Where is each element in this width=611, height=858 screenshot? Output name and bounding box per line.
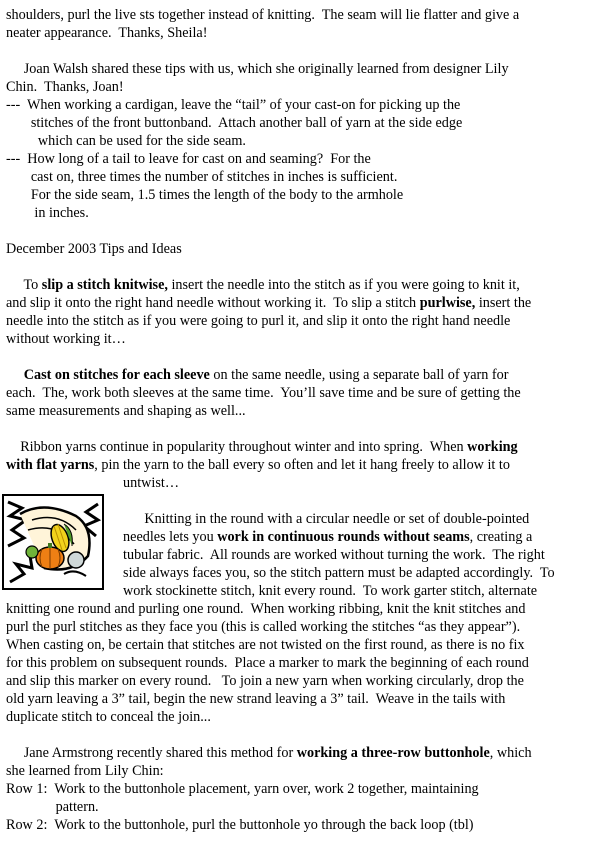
text-run: neater appearance. Thanks, Sheila! <box>6 25 208 41</box>
text-run: tubular fabric. All rounds are worked without turning the work. The right <box>6 547 545 563</box>
text-run: untwist… <box>6 475 180 491</box>
paragraph-line <box>6 672 524 690</box>
paragraph-line <box>6 564 555 582</box>
text-run: knitting one round and purling one round. When working ribbing, knit the knit stitches and <box>6 601 526 617</box>
text-run: purl the purl stitches as they face you (this is called working the stitches “as they appear”). <box>6 619 521 635</box>
bold-phrase: slip a stitch knitwise, <box>41 277 168 293</box>
paragraph-line <box>6 24 207 42</box>
paragraph-line <box>6 744 532 762</box>
text-run: --- How long of a tail to leave for cast on and seaming? For the <box>6 151 371 167</box>
list-item-line <box>6 96 460 114</box>
text-run <box>6 367 24 383</box>
text-run: When casting on, be certain that stitches are not twisted on the first round, as there is no fix <box>6 637 525 653</box>
paragraph-line <box>6 438 518 456</box>
paragraph-line <box>6 600 525 618</box>
text-run: old yarn leaving a 3” tail, begin the new strand leaving a 3” tail. Weave in the tails with <box>6 691 506 707</box>
text-run: stitches of the front buttonband. Attach another ball of yarn at the side edge <box>6 115 463 131</box>
text-run: on the same needle, using a separate ball of yarn for <box>209 367 509 383</box>
paragraph-line <box>6 708 211 726</box>
paragraph-line <box>6 528 532 546</box>
paragraph-line <box>6 456 510 474</box>
paragraph-line <box>6 330 126 348</box>
text-run: each. The, work both sleeves at the same time. You’ll save time and be sure of getting the <box>6 385 521 401</box>
text-run: work stockinette stitch, knit every round. To work garter stitch, alternate <box>6 583 538 599</box>
bold-phrase: work in continuous rounds without seams <box>217 529 470 545</box>
paragraph-line <box>6 510 529 528</box>
paragraph-line <box>6 474 179 492</box>
text-run: pattern. <box>6 799 99 815</box>
text-run: and slip it onto the right hand needle without working it. To slip a stitch <box>6 295 420 311</box>
list-item-line <box>6 114 462 132</box>
text-run: which can be used for the side seam. <box>6 133 246 149</box>
text-run: for this problem on subsequent rounds. Place a marker to mark the beginning of each round <box>6 655 529 671</box>
list-item-line <box>6 132 246 150</box>
list-item-line <box>6 204 89 222</box>
paragraph-line <box>6 618 520 636</box>
paragraph-line <box>6 294 531 312</box>
text-run: cast on, three times the number of stitches in inches is sufficient. <box>6 169 398 185</box>
text-run: Row 1: Work to the buttonhole placement, yarn over, work 2 together, maintaining <box>6 781 479 797</box>
paragraph-line <box>6 276 520 294</box>
bold-phrase: working a three-row buttonhole <box>296 745 490 761</box>
paragraph-line <box>6 384 521 402</box>
text-run: without working it… <box>6 331 126 347</box>
text-run: duplicate stitch to conceal the join... <box>6 709 211 725</box>
bold-phrase: Cast on stitches for each sleeve <box>23 367 210 383</box>
text-run: insert the <box>475 295 532 311</box>
bold-phrase: with flat yarns <box>6 457 95 473</box>
paragraph-line <box>6 636 525 654</box>
text-run: For the side seam, 1.5 times the length of the body to the armhole <box>6 187 404 203</box>
paragraph-line <box>6 60 509 78</box>
instruction-row <box>6 780 479 798</box>
list-item-line <box>6 186 403 204</box>
text-run: insert the needle into the stitch as if you were going to knit it, <box>167 277 520 293</box>
text-run: same measurements and shaping as well... <box>6 403 246 419</box>
text-run: shoulders, purl the live sts together instead of knitting. The seam will lie flatter and give a <box>6 7 520 23</box>
paragraph-line <box>6 582 537 600</box>
paragraph-line <box>6 546 545 564</box>
text-run: To <box>6 277 42 293</box>
instruction-row <box>6 816 474 834</box>
text-run: Chin. Thanks, Joan! <box>6 79 124 95</box>
paragraph-line <box>6 762 164 780</box>
paragraph-line <box>6 690 505 708</box>
paragraph-line <box>6 312 510 330</box>
text-run: Row 2: Work to the buttonhole, purl the buttonhole yo through the back loop (tbl) <box>6 817 474 833</box>
text-run: needle into the stitch as if you were going to purl it, and slip it onto the right hand needle <box>6 313 511 329</box>
text-run: needles lets you <box>6 529 218 545</box>
text-run: , which <box>489 745 532 761</box>
text-run: Joan Walsh shared these tips with us, which she originally learned from designer Lily <box>6 61 509 77</box>
text-run: , pin the yarn to the ball every so often and let it hang freely to allow it to <box>94 457 510 473</box>
text-run: Ribbon yarns continue in popularity throughout winter and into spring. When <box>6 439 468 455</box>
text-run: in inches. <box>6 205 89 221</box>
list-item-line <box>6 168 397 186</box>
text-run: --- When working a cardigan, leave the “tail” of your cast-on for picking up the <box>6 97 461 113</box>
list-item-line <box>6 150 371 168</box>
paragraph-line <box>6 366 508 384</box>
text-run: , creating a <box>469 529 533 545</box>
paragraph-line <box>6 78 124 96</box>
section-heading <box>6 240 182 258</box>
paragraph-line <box>6 402 246 420</box>
text-run: and slip this marker on every round. To join a new yarn when working circularly, drop the <box>6 673 524 689</box>
text-run: side always faces you, so the stitch pattern must be adapted accordingly. To <box>6 565 555 581</box>
bold-phrase: purlwise, <box>419 295 476 311</box>
text-run: December 2003 Tips and Ideas <box>6 241 182 257</box>
instruction-row <box>6 798 99 816</box>
text-run: Jane Armstrong recently shared this method for <box>6 745 297 761</box>
paragraph-line <box>6 6 519 24</box>
text-run: she learned from Lily Chin: <box>6 763 164 779</box>
text-run: Knitting in the round with a circular needle or set of double-pointed <box>6 511 530 527</box>
bold-phrase: working <box>467 439 518 455</box>
paragraph-line <box>6 654 529 672</box>
